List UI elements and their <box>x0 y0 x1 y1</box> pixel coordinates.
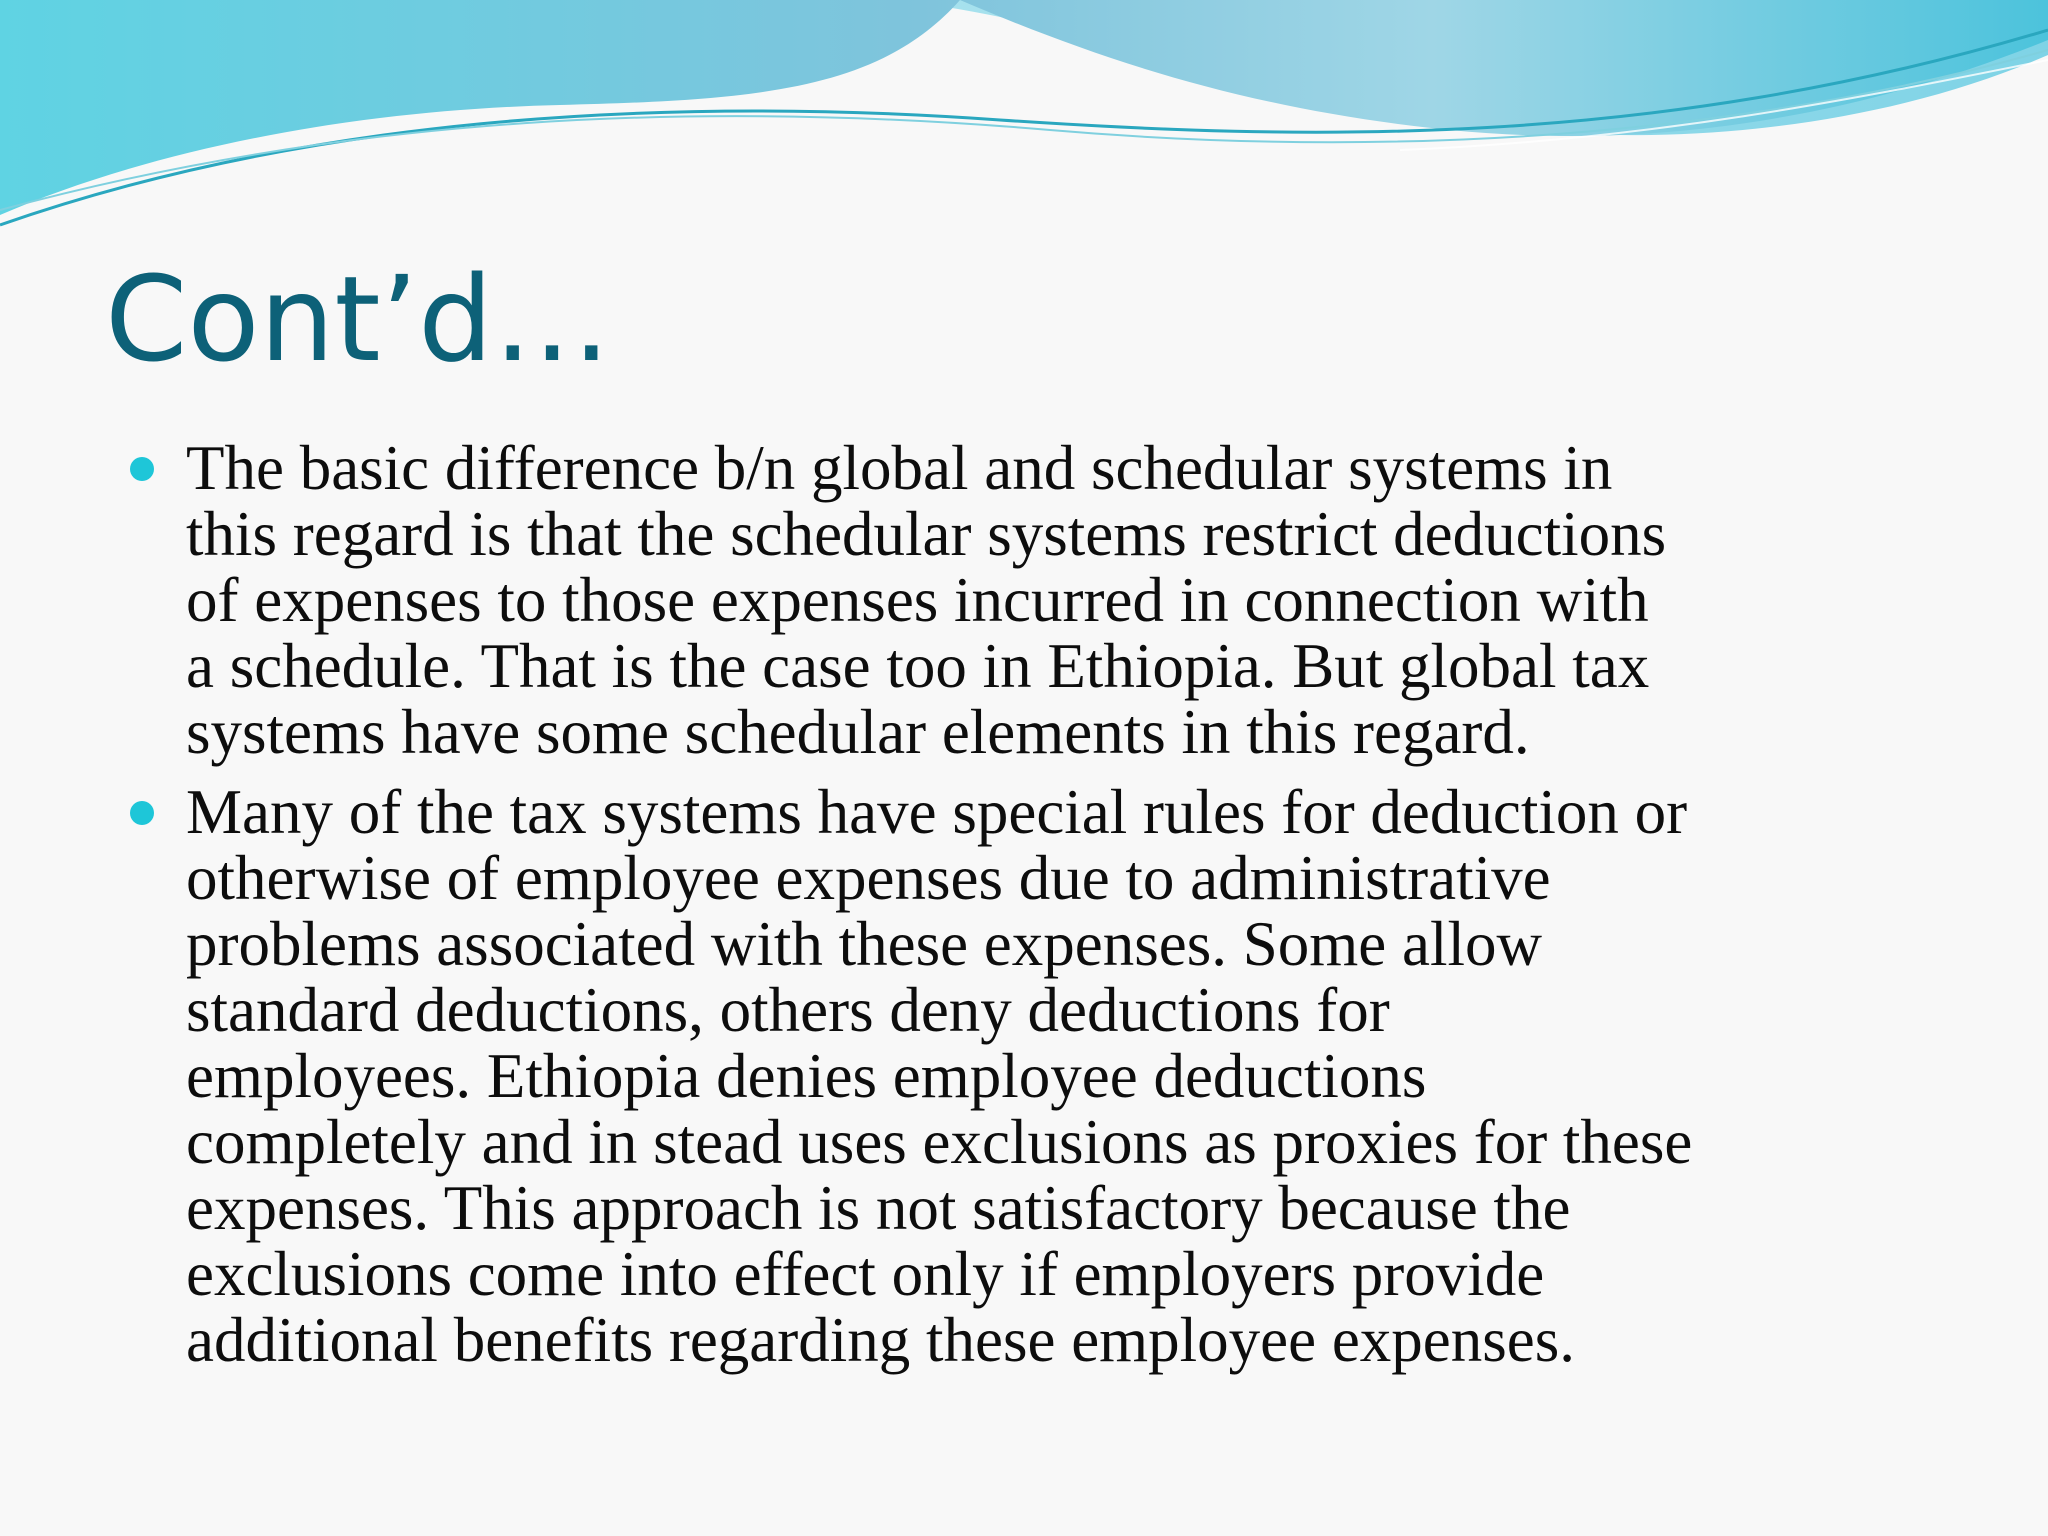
text-line: expenses. This approach is not satisfactory because the <box>186 1173 1571 1243</box>
text-line: standard deductions, others deny deductions for <box>186 975 1390 1045</box>
bullet-icon <box>130 457 154 481</box>
slide-title: Cont’d… <box>105 250 612 388</box>
text-line: employees. Ethiopia denies employee deductions <box>186 1041 1427 1111</box>
text-line: systems have some schedular elements in this regard. <box>186 697 1530 767</box>
text-line: The basic difference b/n global and schedular systems in <box>186 433 1613 503</box>
text-line: problems associated with these expenses. Some allow <box>186 909 1542 979</box>
bullet-list <box>130 435 2010 1387</box>
text-line: Many of the tax systems have special rules for deduction or <box>186 777 1688 847</box>
text-line: otherwise of employee expenses due to administrative <box>186 843 1551 913</box>
bullet-text <box>186 435 2010 765</box>
text-line: completely and in stead uses exclusions as proxies for these <box>186 1107 1693 1177</box>
text-line: additional benefits regarding these employee expenses. <box>186 1305 1576 1375</box>
bullet-text <box>186 779 2010 1373</box>
text-line: exclusions come into effect only if employers provide <box>186 1239 1545 1309</box>
bullet-icon <box>130 801 154 825</box>
wave-front <box>0 0 2048 215</box>
bullet-item <box>130 435 2010 765</box>
bullet-item <box>130 779 2010 1373</box>
text-line: of expenses to those expenses incurred in connection with <box>186 565 1649 635</box>
text-line: this regard is that the schedular systems restrict deductions <box>186 499 1667 569</box>
text-line: a schedule. That is the case too in Ethiopia. But global tax <box>186 631 1650 701</box>
header-wave-decoration <box>0 0 2048 240</box>
